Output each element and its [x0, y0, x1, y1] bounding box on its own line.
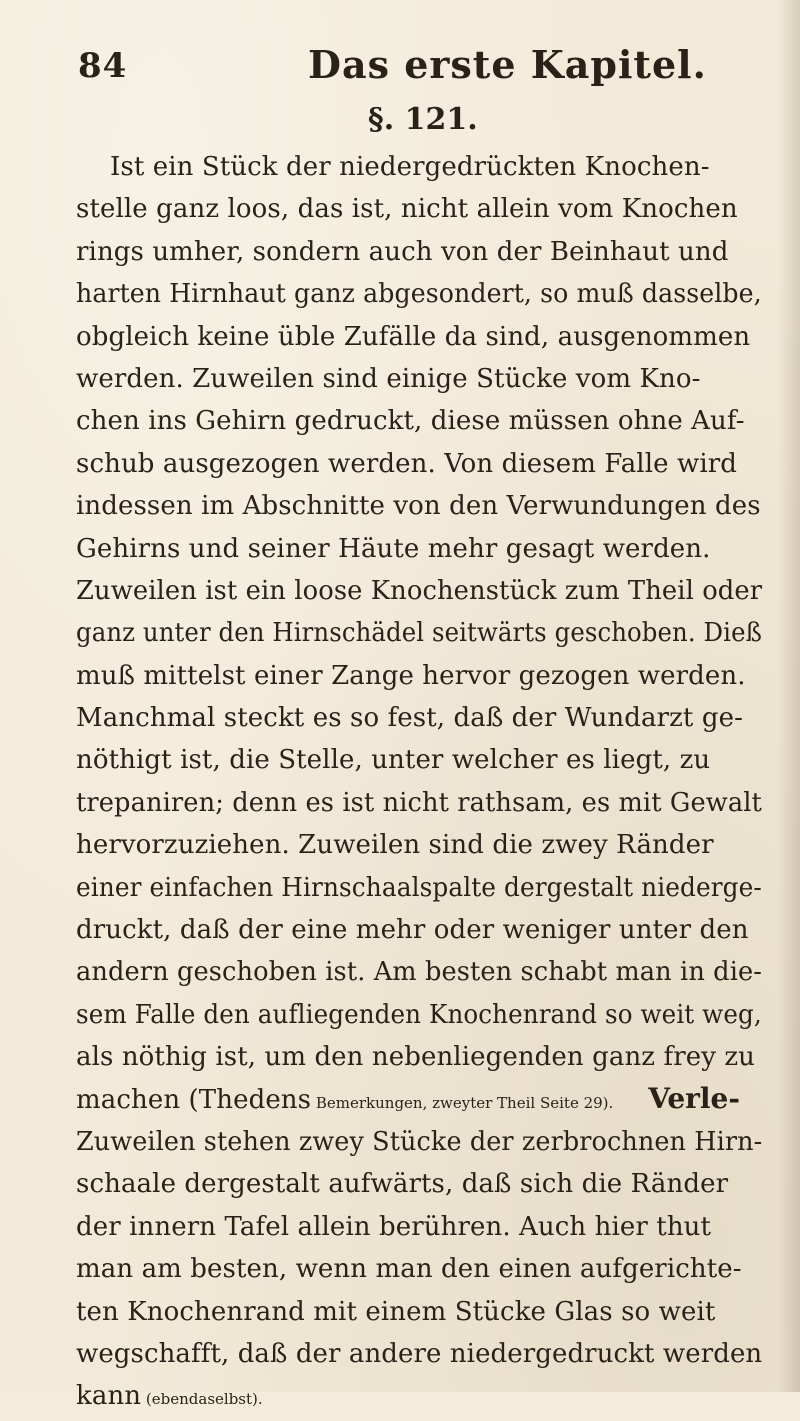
text-line	[76, 316, 762, 358]
text-line-content: nöthigt ist, die Stelle, unter welcher es liegt, zu	[76, 745, 711, 776]
text-line-content: ganz unter den Hirnschädel seitwärts geschoben. Dieß	[76, 618, 762, 649]
text-line-content: hervorzuziehen. Zuweilen sind die zwey Ränder	[76, 830, 714, 861]
text-line-content: harten Hirnhaut ganz abgesondert, so muß dasselbe,	[76, 279, 762, 310]
text-line	[76, 146, 762, 188]
page-header	[78, 42, 758, 92]
text-line-content: der innern Tafel allein berühren. Auch hier thut	[76, 1211, 712, 1242]
text-line-content: ten Knochenrand mit einem Stücke Glas so weit	[76, 1296, 716, 1327]
text-line	[76, 782, 762, 824]
text-line-content: machen (Thedens	[76, 1084, 312, 1115]
text-line	[76, 612, 762, 654]
text-line	[76, 570, 763, 612]
text-line-content: Gehirns und seiner Häute mehr gesagt werden.	[76, 533, 711, 564]
text-line	[76, 528, 762, 570]
text-line-content: man am besten, wenn man den einen aufgerichte-	[76, 1254, 742, 1285]
text-line-content: trepaniren; denn es ist nicht rathsam, es mit Gewalt	[76, 787, 762, 818]
inline-reference-note: (ebendaselbst).	[141, 1390, 263, 1409]
text-line-content: chen ins Gehirn gedruckt, diese müssen ohne Auf-	[76, 406, 745, 437]
text-line-content: einer einfachen Hirnschaalspalte dergestalt niederge-	[76, 872, 762, 903]
text-line	[76, 1291, 762, 1333]
text-line-content: indessen im Abschnitte von den Verwundungen des	[76, 491, 761, 522]
text-line-content: wegschafft, daß der andere niedergedruckt werden	[76, 1338, 763, 1369]
page-edge-shadow	[778, 0, 800, 1392]
text-line	[76, 400, 762, 442]
text-line-content: schaale dergestalt aufwärts, daß sich die Ränder	[76, 1169, 729, 1200]
text-line-content: als nöthig ist, um den nebenliegenden ganz frey zu	[76, 1042, 756, 1073]
text-line	[76, 1163, 762, 1205]
text-line-content: andern geschoben ist. Am besten schabt man in die-	[76, 957, 763, 988]
text-line	[76, 951, 763, 993]
text-line	[76, 739, 762, 781]
body-text	[76, 146, 762, 1418]
text-line-content: druckt, daß der eine mehr oder weniger unter den	[76, 915, 749, 946]
inline-reference-note: Bemerkungen, zweyter Theil Seite 29).	[311, 1093, 614, 1112]
text-line-content: rings umher, sondern auch von der Beinhaut und	[76, 236, 729, 267]
catchword: Verle-	[648, 1082, 740, 1115]
text-line-content: Manchmal steckt es so fest, daß der Wundarzt ge-	[76, 703, 743, 734]
text-line	[76, 1248, 762, 1290]
text-line	[76, 697, 762, 739]
text-line-content: sem Falle den aufliegenden Knochenrand so weit weg,	[76, 999, 762, 1030]
text-line	[76, 824, 762, 866]
text-line-content: obgleich keine üble Zufälle da sind, ausgenommen	[76, 321, 751, 352]
page-number: 84	[78, 46, 128, 86]
text-line	[76, 655, 762, 697]
text-line	[76, 994, 762, 1036]
text-line	[76, 188, 762, 230]
text-line	[76, 273, 762, 315]
text-line-content: Zuweilen ist ein loose Knochenstück zum Theil oder	[76, 575, 763, 606]
text-line	[76, 1333, 761, 1375]
text-line-content: stelle ganz loos, das ist, nicht allein vom Knochen	[76, 194, 738, 225]
text-line	[76, 231, 762, 273]
text-line	[76, 443, 762, 485]
running-title: Das erste Kapitel.	[308, 42, 707, 87]
text-line-content: muß mittelst einer Zange hervor gezogen werden.	[76, 660, 746, 691]
text-line-content: kann	[76, 1381, 142, 1412]
text-line-content: Zuweilen stehen zwey Stücke der zerbrochnen Hirn-	[76, 1126, 763, 1157]
text-line-content: werden. Zuweilen sind einige Stücke vom Kno-	[76, 363, 701, 394]
text-line	[76, 1206, 762, 1248]
text-line-content: schub ausgezogen werden. Von diesem Falle wird	[76, 448, 738, 479]
text-line	[76, 909, 762, 951]
section-heading: §. 121.	[368, 102, 478, 137]
text-line	[76, 867, 762, 909]
text-line-content: Ist ein Stück der niedergedrückten Knochen-	[110, 152, 710, 182]
text-line	[76, 1375, 762, 1417]
text-line	[76, 358, 762, 400]
text-line	[76, 1121, 763, 1163]
text-line	[76, 485, 762, 527]
text-line	[76, 1036, 762, 1078]
